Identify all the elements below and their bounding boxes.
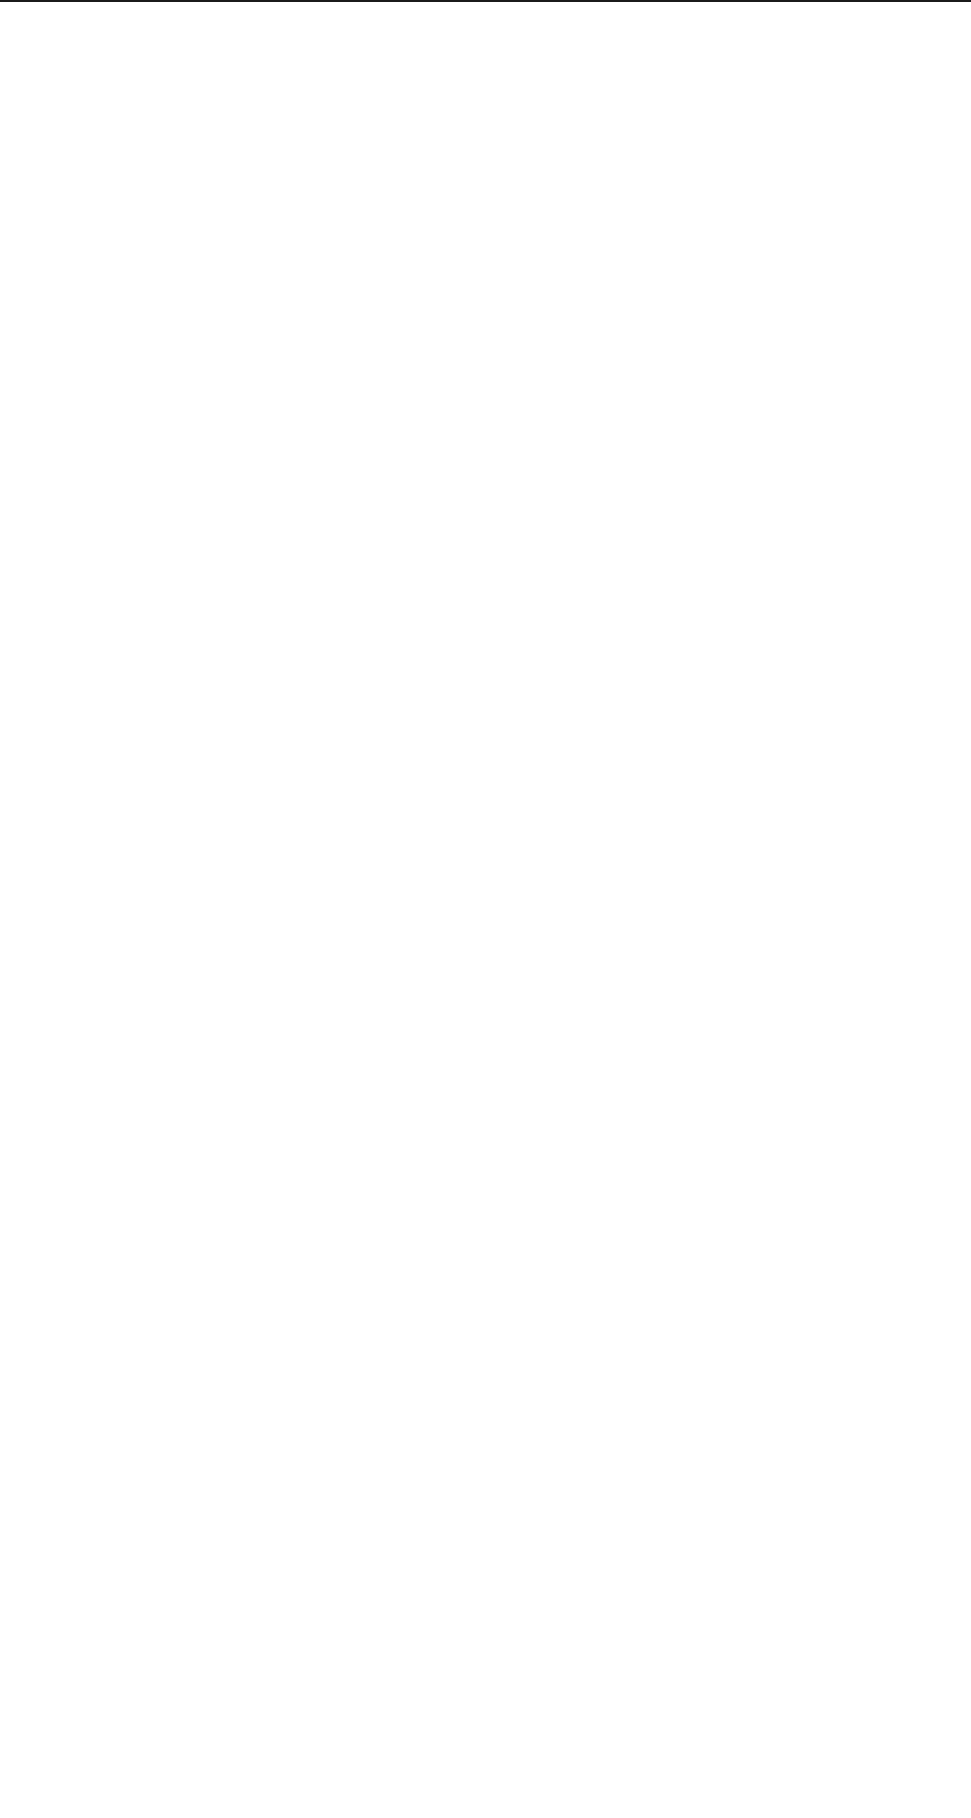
product-spec-table <box>0 0 971 2</box>
